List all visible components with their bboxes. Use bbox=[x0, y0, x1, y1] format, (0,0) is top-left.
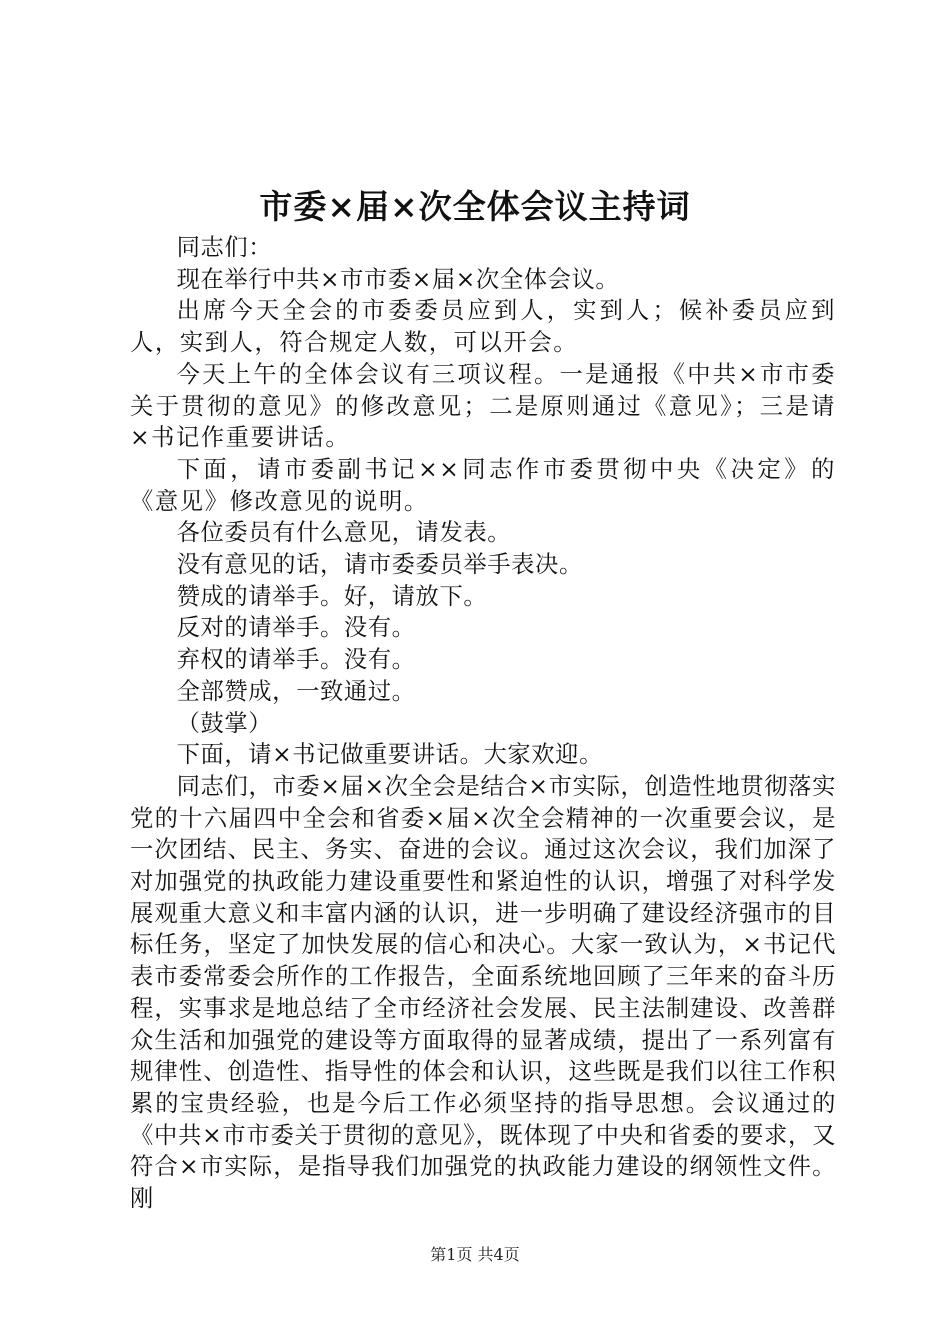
paragraph-attendance: 出席今天全会的市委委员应到人，实到人；候补委员应到人，实到人，符合规定人数，可以开会。 bbox=[130, 297, 836, 357]
paragraph-greeting: 同志们： bbox=[176, 234, 273, 261]
paragraph-vote-no: 反对的请举手。没有。 bbox=[176, 614, 416, 642]
document-body bbox=[130, 232, 836, 1215]
paragraph-speech-intro: 下面，请×书记做重要讲话。大家欢迎。 bbox=[176, 741, 603, 769]
paragraph-vote-result: 全部赞成，一致通过。 bbox=[176, 677, 416, 705]
document-title: 市委×届×次全体会议主持词 bbox=[259, 187, 691, 226]
paragraph-applause: （鼓掌） bbox=[176, 709, 273, 737]
paragraph-opinions: 各位委员有什么意见，请发表。 bbox=[176, 519, 512, 547]
paragraph-explanation: 下面，请市委副书记××同志作市委贯彻中央《决定》的《意见》修改意见的说明。 bbox=[130, 455, 836, 515]
paragraph-vote-yes: 赞成的请举手。好，请放下。 bbox=[176, 582, 488, 610]
page-footer: 第1页 共4页 bbox=[430, 1245, 520, 1264]
paragraph-opening: 现在举行中共×市市委×届×次全体会议。 bbox=[176, 265, 620, 293]
paragraph-speech-body: 同志们，市委×届×次全会是结合×市实际，创造性地贯彻落实党的十六届四中全会和省委×届×次全会精神的一次重要会议，是一次团结、民主、务实、奋进的会议。通过这次会议，我们加深了对加强党的执政能力建设重要性和紧迫性的认识，增强了对科学发展观重大意义和丰富内涵的认识，进一步明确了建设经济强市的目标任务，坚定了加快发展的信心和决心。大家一致认为，×书记代表市委常委会所作的工作报告，全面系统地回顾了三年来的奋斗历程，实事求是地总结了全市经济社会发展、民主法制建设、改善群众生活和加强党的建设等方面取得的显著成绩，提出了一系列富有规律性、创造性、指导性的体会和认识，这些既是我们以往工作积累的宝贵经验，也是今后工作必须坚持的指导思想。会议通过的《中共×市市委关于贯彻的意见》，既体现了中央和省委的要求，又符合×市实际，是指导我们加强党的执政能力建设的纲领性文件。刚 bbox=[130, 772, 836, 1213]
paragraph-vote-abstain: 弃权的请举手。没有。 bbox=[176, 646, 416, 674]
paragraph-vote-call: 没有意见的话，请市委委员举手表决。 bbox=[176, 551, 583, 579]
paragraph-agenda: 今天上午的全体会议有三项议程。一是通报《中共×市市委关于贯彻的意见》的修改意见；二是原则通过《意见》；三是请×书记作重要讲话。 bbox=[130, 360, 836, 452]
